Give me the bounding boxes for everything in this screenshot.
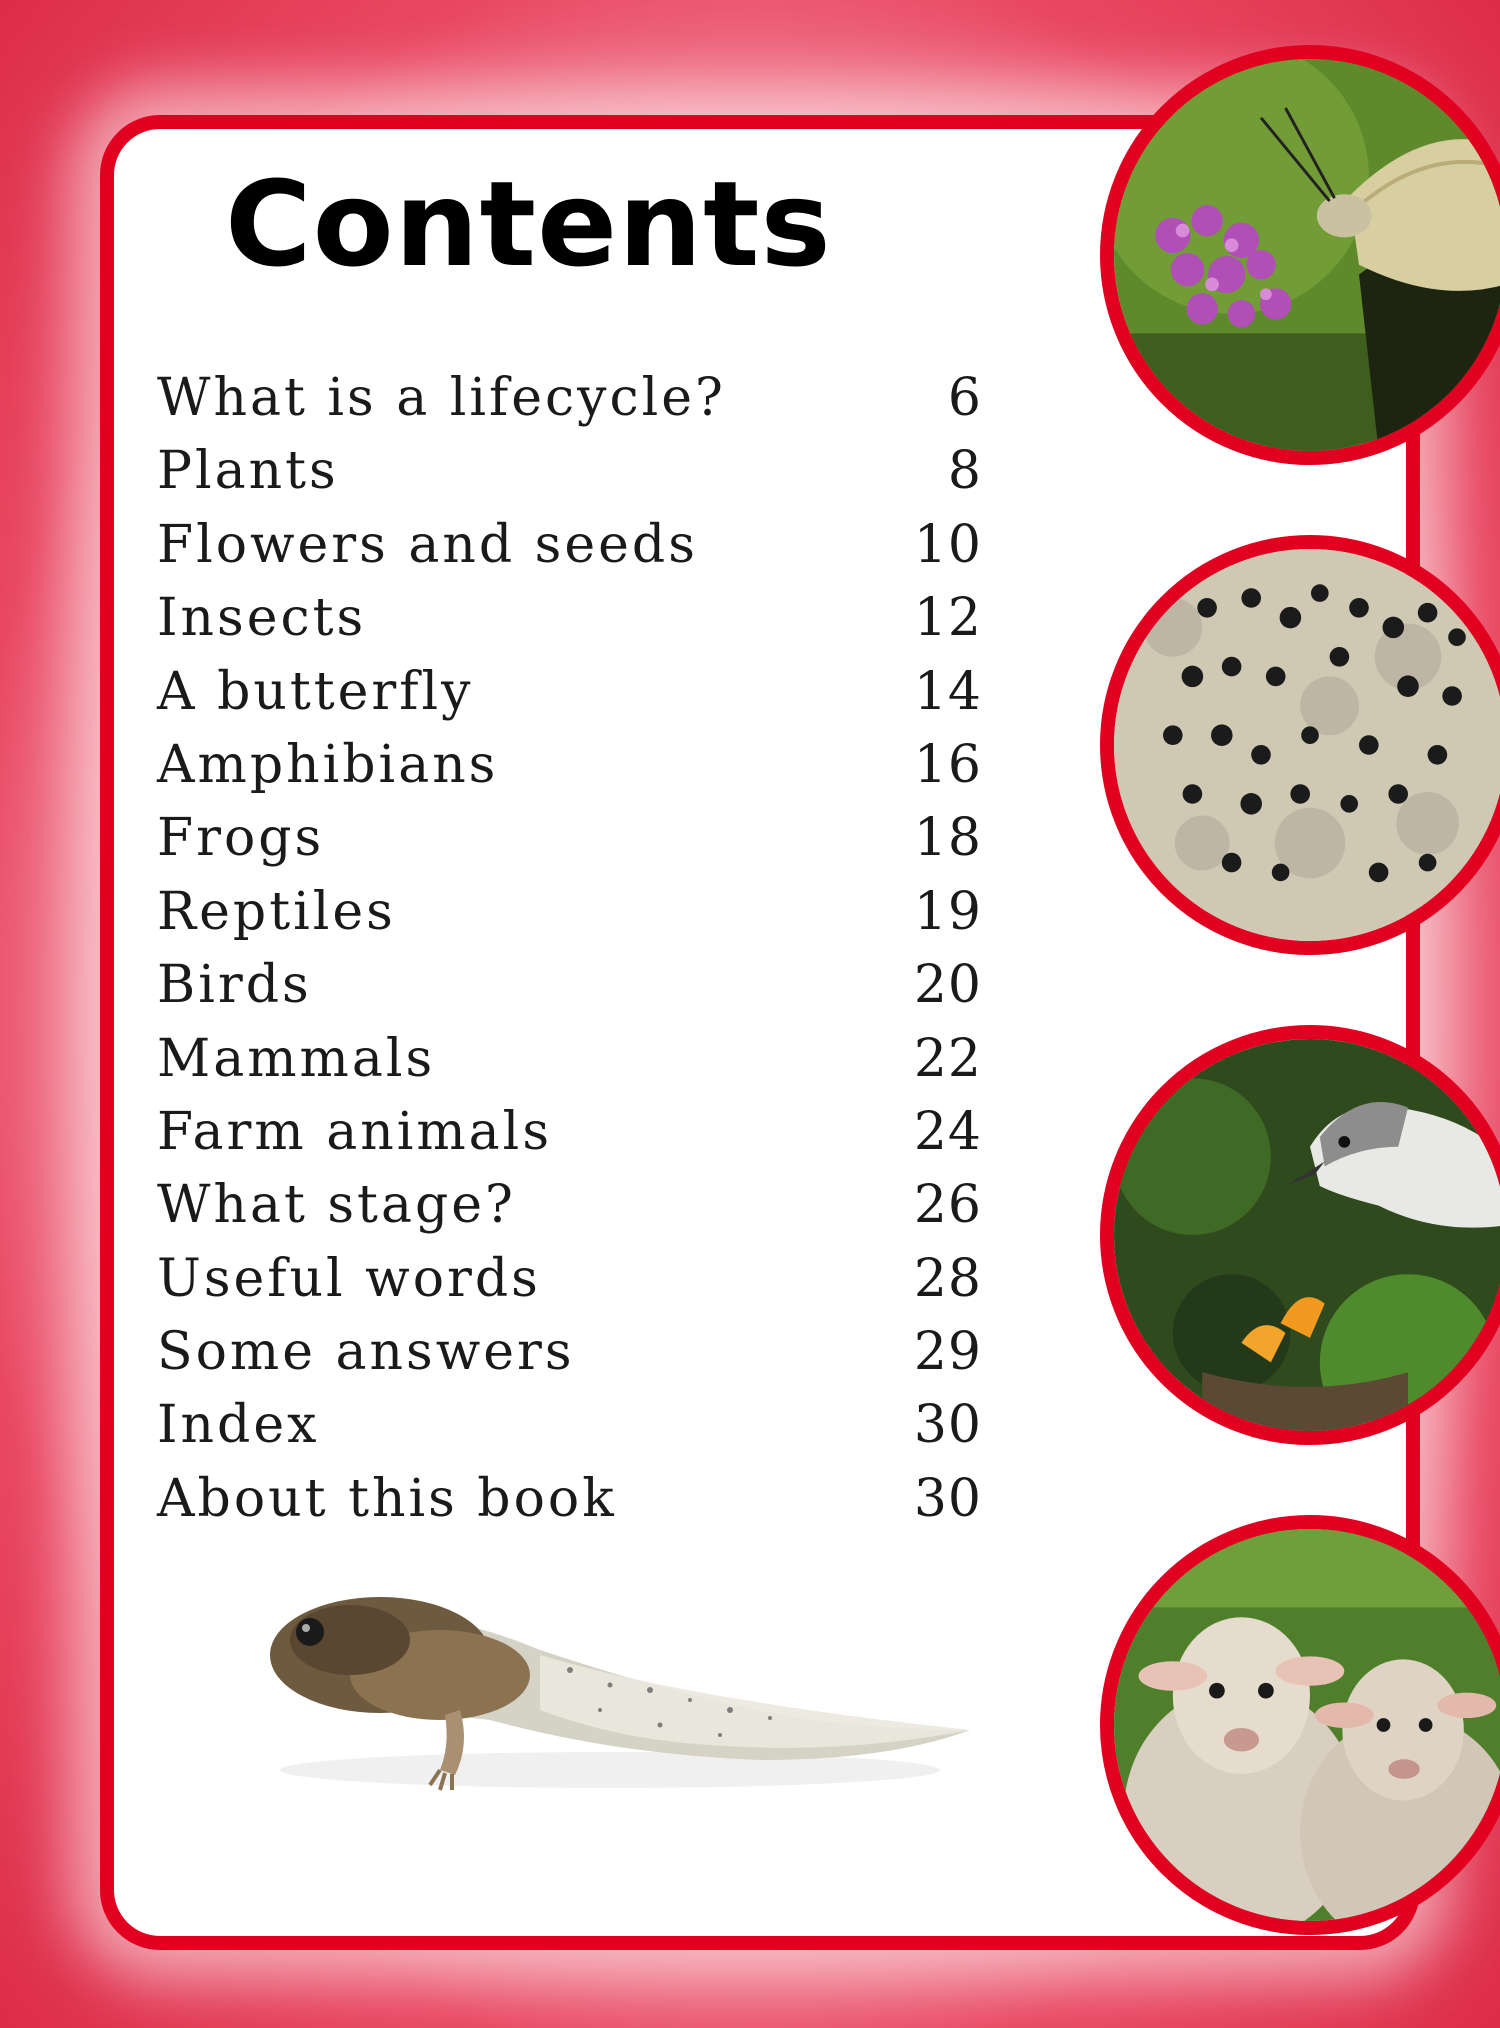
- toc-entry[interactable]: [157, 1395, 982, 1468]
- toc-entry[interactable]: [157, 808, 982, 881]
- bird-nest-photo: [1100, 1025, 1500, 1445]
- toc-entry-page: 16: [913, 734, 982, 795]
- lambs-photo: [1100, 1515, 1500, 1935]
- toc-entry-label: Frogs: [157, 808, 325, 869]
- toc-entry-page: 18: [913, 808, 982, 869]
- toc-entry-page: 22: [913, 1028, 982, 1089]
- toc-entry[interactable]: [157, 1029, 982, 1102]
- toc-entry-label: Some answers: [157, 1322, 575, 1383]
- toc-entry-label: Amphibians: [157, 734, 499, 795]
- toc-entry-page: 12: [913, 588, 982, 649]
- toc-entry-label: Birds: [157, 955, 312, 1016]
- toc-entry[interactable]: [157, 1322, 982, 1395]
- toc-entry-page: 30: [913, 1395, 982, 1456]
- toc-entry[interactable]: [157, 515, 982, 588]
- lambs-illustration: [1114, 1529, 1500, 1921]
- toc-entry[interactable]: [157, 588, 982, 661]
- toc-entry-label: Insects: [157, 588, 367, 649]
- table-of-contents: [157, 368, 982, 1542]
- toc-entry[interactable]: [157, 441, 982, 514]
- toc-entry[interactable]: [157, 1102, 982, 1175]
- toc-entry-page: 6: [947, 368, 982, 428]
- toc-entry-page: 29: [913, 1322, 982, 1383]
- toc-entry-label: Flowers and seeds: [157, 514, 698, 575]
- toc-entry[interactable]: [157, 662, 982, 735]
- toc-entry-label: Mammals: [157, 1028, 436, 1089]
- toc-entry[interactable]: [157, 955, 982, 1028]
- butterfly-illustration: [1114, 59, 1500, 451]
- toc-entry-label: What is a lifecycle?: [157, 368, 726, 428]
- toc-entry-label: Index: [157, 1395, 320, 1456]
- toc-entry-label: Plants: [157, 441, 339, 502]
- toc-entry-label: A butterfly: [157, 661, 474, 722]
- toc-entry-page: 14: [913, 661, 982, 722]
- toc-entry-page: 24: [913, 1101, 982, 1162]
- toc-entry-page: 19: [913, 881, 982, 942]
- tadpole-illustration: [240, 1560, 980, 1800]
- toc-entry-label: What stage?: [157, 1175, 516, 1236]
- frogspawn-photo: [1100, 535, 1500, 955]
- toc-entry[interactable]: [157, 735, 982, 808]
- toc-entry-page: 28: [913, 1248, 982, 1309]
- frogspawn-illustration: [1114, 549, 1500, 941]
- bird-illustration: [1114, 1039, 1500, 1431]
- butterfly-photo: [1100, 45, 1500, 465]
- toc-entry-page: 26: [913, 1175, 982, 1236]
- toc-entry-page: 30: [913, 1468, 982, 1529]
- toc-entry-label: About this book: [157, 1468, 617, 1529]
- toc-entry[interactable]: [157, 1469, 982, 1542]
- toc-entry-label: Farm animals: [157, 1101, 552, 1162]
- toc-entry-label: Useful words: [157, 1248, 541, 1309]
- toc-entry-page: 20: [913, 955, 982, 1016]
- toc-entry[interactable]: [157, 882, 982, 955]
- page-title: Contents: [225, 155, 832, 293]
- toc-entry[interactable]: [157, 1175, 982, 1248]
- toc-entry-label: Reptiles: [157, 881, 396, 942]
- toc-entry[interactable]: [157, 368, 982, 441]
- toc-entry[interactable]: [157, 1249, 982, 1322]
- toc-entry-page: 10: [913, 514, 982, 575]
- toc-entry-page: 8: [947, 441, 982, 502]
